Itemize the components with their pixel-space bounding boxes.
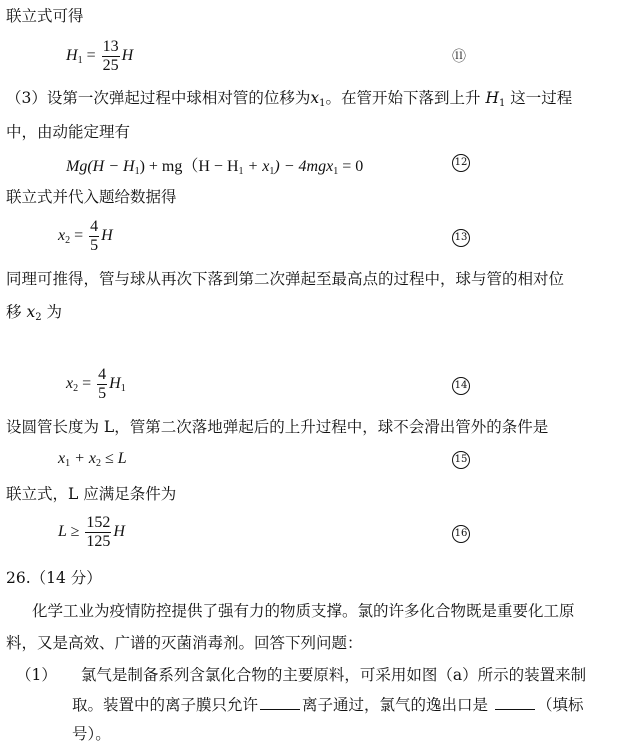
text-line: 中，由动能定理有: [6, 123, 131, 141]
text-line: 设圆管长度为 L，管第二次落地弹起后的上升过程中，球不会滑出管外的条件是: [6, 418, 549, 436]
equation-14: $x_2$ = $\frac{4}{5}$ $H_1$: [66, 366, 126, 402]
equation-16: L ≥ $\frac{152}{125}$ H: [58, 514, 125, 550]
text-line: （1） 氯气是制备系列含氯化合物的主要原料，可采用如图（a）所示的装置来制: [16, 666, 587, 684]
equation-tag: 14: [452, 376, 470, 395]
answer-blank[interactable]: [495, 695, 535, 710]
answer-blank[interactable]: [260, 695, 300, 710]
text-line: 联立式并代入题给数据得: [6, 188, 177, 206]
text-line: 联立式可得: [6, 7, 84, 25]
equation-tag: 15: [452, 450, 470, 469]
equation-tag: 13: [452, 228, 470, 247]
text-line: （3）设第一次弹起过程中球相对管的位移为$x_1$。在管开始下落到上升 $H_1$ 这一过程: [6, 89, 573, 109]
text-line: 联立式，L 应满足条件为: [6, 485, 177, 503]
equation-tag: 16: [452, 524, 470, 543]
equation-12: $Mg(H - H_1) + mg(H - H_1 + x_1) - 4mgx_1 = 0$: [66, 158, 364, 177]
equation-tag: ⑪: [452, 49, 466, 65]
text-line: 号）。: [72, 725, 111, 743]
text-line: 移 $x_2$ 为: [6, 303, 62, 323]
question-number: 26.（14 分）: [6, 569, 102, 587]
equation-13: $x_2$ = $\frac{4}{5}$ H: [58, 218, 113, 254]
text-line: 化学工业为疫情防控提供了强有力的物质支撑。氯的许多化合物既是重要化工原: [32, 602, 575, 620]
equation-15: $x_1 + x_2 \le L$: [58, 450, 127, 469]
equation-tag: 12: [452, 153, 470, 172]
text-line: 取。装置中的离子膜只允许 离子通过，氯气的逸出口是 （填标: [72, 696, 584, 714]
text-line: 同理可推得，管与球从再次下落到第二次弹起至最高点的过程中，球与管的相对位: [6, 270, 565, 288]
equation-11: $H_1$ = $\frac{13}{25}$ H: [66, 38, 134, 74]
text-line: 料，又是高效、广谱的灭菌消毒剂。回答下列问题：: [6, 634, 363, 652]
